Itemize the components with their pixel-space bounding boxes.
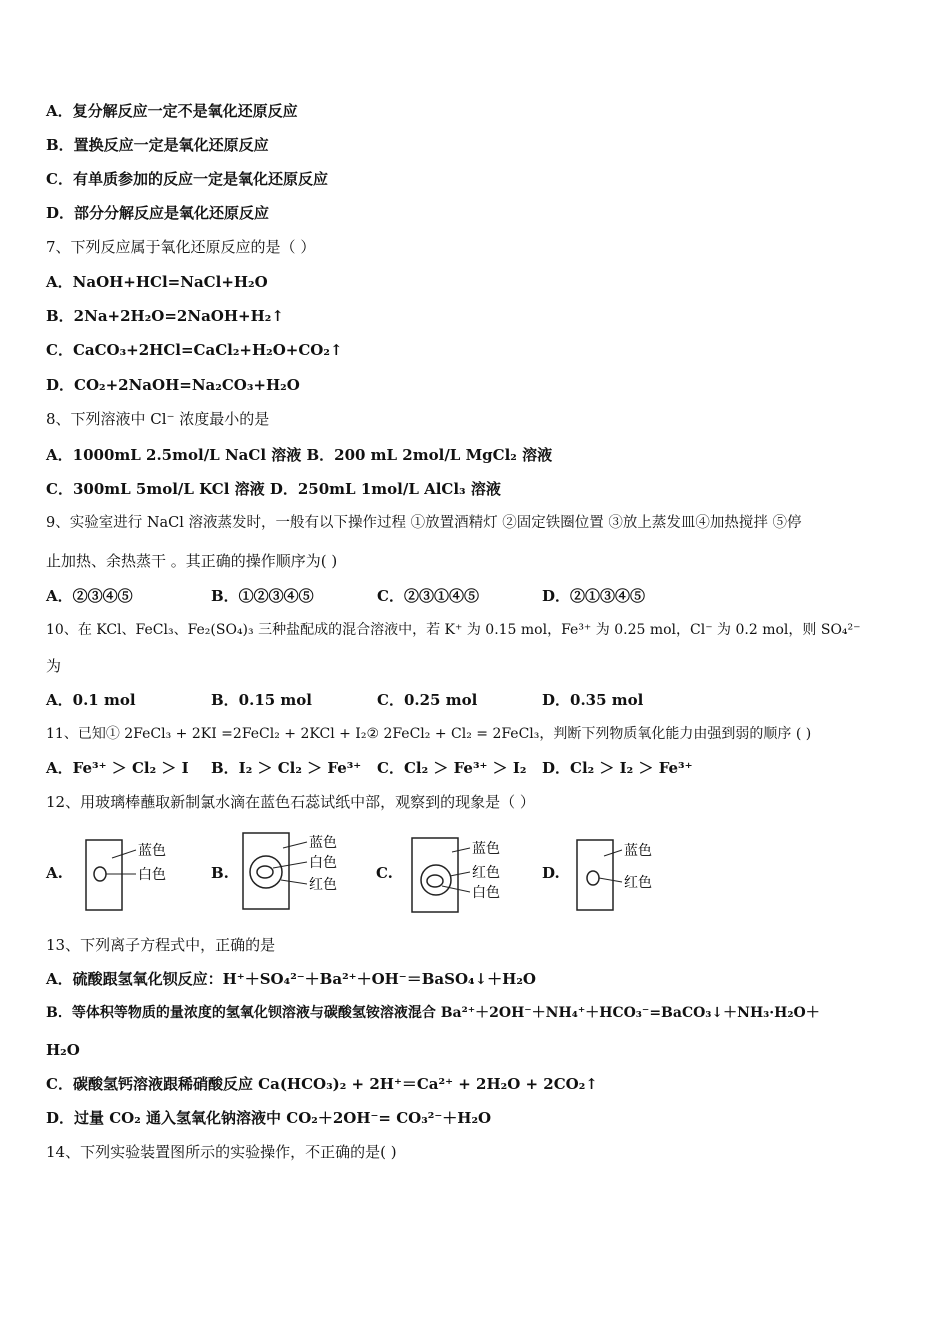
- q7-option-d: D．CO₂+2NaOH=Na₂CO₃+H₂O: [46, 376, 300, 394]
- fig-c-label-2: 红色: [472, 865, 500, 881]
- q12-figure-b: [241, 828, 361, 918]
- fig-b-label-1: 蓝色: [309, 835, 337, 851]
- q11-option-c: C．Cl₂ ＞ Fe³⁺ ＞ I₂: [377, 759, 527, 777]
- leader-line: [273, 862, 307, 868]
- leader-line: [599, 878, 622, 882]
- fig-d-label-2: 红色: [624, 875, 652, 891]
- inner-spot-c: [427, 875, 443, 887]
- q12-stem: 12、用玻璃棒蘸取新制氯水滴在蓝色石蕊试纸中部，观察到的现象是（ ）: [46, 793, 535, 811]
- test-paper-b-diagram: [241, 828, 361, 918]
- drop-spot-a: [94, 867, 106, 881]
- fig-a-label-1: 蓝色: [138, 843, 166, 859]
- q12-figure-d: [574, 828, 684, 918]
- q10-stem-line2: 为: [46, 657, 62, 675]
- test-paper-c-diagram: [410, 828, 530, 918]
- q6-option-d: D．部分分解反应是氧化还原反应: [46, 204, 270, 222]
- test-paper-a: [86, 840, 122, 910]
- test-paper-d-diagram: [574, 828, 684, 918]
- q6-option-a: A．复分解反应一定不是氧化还原反应: [46, 102, 298, 120]
- q9-option-d: D．②①③④⑤: [542, 587, 646, 605]
- outer-ring-b: [250, 856, 282, 888]
- q11-option-d: D．Cl₂ ＞ I₂ ＞ Fe³⁺: [542, 759, 693, 777]
- q11-stem: 11、已知① 2FeCl₃ + 2KI =2FeCl₂ + 2KCl + I₂② 2FeCl₂ + Cl₂ = 2FeCl₃，判断下列物质氧化能力由强到弱的顺序 ( ): [46, 726, 812, 742]
- leader-line: [283, 842, 307, 848]
- q10-option-a: A．0.1 mol: [46, 691, 136, 709]
- q11-option-b: B．I₂ ＞ Cl₂ ＞ Fe³⁺: [211, 759, 362, 777]
- q8-stem: 8、下列溶液中 Cl⁻ 浓度最小的是: [46, 410, 270, 428]
- q6-option-b: B．置换反应一定是氧化还原反应: [46, 136, 269, 154]
- q10-stem-line1: 10、在 KCl、FeCl₃、Fe₂(SO₄)₃ 三种盐配成的混合溶液中，若 K⁺ 为 0.15 mol，Fe³⁺ 为 0.25 mol，Cl⁻ 为 0.2 mol，则 SO₄²⁻: [46, 622, 861, 638]
- q6-option-c: C．有单质参加的反应一定是氧化还原反应: [46, 170, 328, 188]
- q12-label-c: C.: [376, 864, 393, 882]
- q10-option-d: D．0.35 mol: [542, 691, 644, 709]
- q12-figure-c: [410, 828, 530, 918]
- q13-option-d: D．过量 CO₂ 通入氢氧化钠溶液中 CO₂＋2OH⁻= CO₃²⁻＋H₂O: [46, 1109, 492, 1127]
- leader-line: [450, 872, 470, 876]
- q9-option-b: B．①②③④⑤: [211, 587, 314, 605]
- q12-label-a: A.: [46, 864, 63, 882]
- q13-option-b-line1: B．等体积等物质的量浓度的氢氧化钡溶液与碳酸氢铵溶液混合 Ba²⁺＋2OH⁻＋NH₄⁺＋HCO₃⁻=BaCO₃↓＋NH₃·H₂O＋: [46, 1005, 820, 1021]
- q7-option-b: B．2Na+2H₂O=2NaOH+H₂↑: [46, 307, 284, 325]
- q13-option-b-line2: H₂O: [46, 1041, 80, 1059]
- test-paper-d: [577, 840, 613, 910]
- q9-stem-line1: 9、实验室进行 NaCl 溶液蒸发时，一般有以下操作过程 ①放置酒精灯 ②固定铁圈位置 ③放上蒸发皿④加热搅拌 ⑤停: [46, 515, 802, 531]
- fig-b-label-2: 白色: [309, 855, 337, 871]
- fig-c-label-1: 蓝色: [472, 841, 500, 857]
- q12-figure-a: [84, 828, 184, 918]
- fig-c-label-3: 白色: [472, 885, 500, 901]
- inner-spot-b: [257, 866, 273, 878]
- q12-figure-row: [46, 828, 746, 918]
- q9-option-c: C．②③①④⑤: [377, 587, 479, 605]
- q12-label-b: B.: [211, 864, 229, 882]
- q12-label-d: D.: [542, 864, 560, 882]
- q8-options-cd: C．300mL 5mol/L KCl 溶液 D．250mL 1mol/L AlCl₃ 溶液: [46, 480, 501, 498]
- q10-option-b: B．0.15 mol: [211, 691, 313, 709]
- q9-stem-line2: 止加热、余热蒸干 。其正确的操作顺序为( ): [46, 552, 338, 570]
- q7-stem: 7、下列反应属于氧化还原反应的是（ ）: [46, 238, 316, 256]
- q7-option-c: C．CaCO₃+2HCl=CaCl₂+H₂O+CO₂↑: [46, 341, 343, 359]
- leader-line: [112, 850, 136, 858]
- leader-line: [281, 880, 307, 884]
- leader-line: [452, 848, 470, 852]
- q14-stem: 14、下列实验装置图所示的实验操作，不正确的是( ): [46, 1143, 397, 1161]
- q8-options-ab: A．1000mL 2.5mol/L NaCl 溶液 B．200 mL 2mol/L MgCl₂ 溶液: [46, 446, 553, 464]
- q11-option-a: A．Fe³⁺ ＞ Cl₂ ＞ I: [46, 759, 189, 777]
- outer-ring-c: [421, 865, 451, 895]
- q13-stem: 13、下列离子方程式中，正确的是: [46, 936, 276, 954]
- q7-option-a: A．NaOH+HCl=NaCl+H₂O: [46, 273, 268, 291]
- q13-option-c: C．碳酸氢钙溶液跟稀硝酸反应 Ca(HCO₃)₂ + 2H⁺＝Ca²⁺ + 2H₂O + 2CO₂↑: [46, 1075, 598, 1093]
- q10-option-c: C．0.25 mol: [377, 691, 478, 709]
- test-paper-a-diagram: [84, 828, 184, 918]
- q13-option-a: A．硫酸跟氢氧化钡反应：H⁺＋SO₄²⁻＋Ba²⁺＋OH⁻＝BaSO₄↓＋H₂O: [46, 970, 536, 988]
- fig-d-label-1: 蓝色: [624, 843, 652, 859]
- q9-option-a: A．②③④⑤: [46, 587, 133, 605]
- fig-b-label-3: 红色: [309, 877, 337, 893]
- drop-spot-d: [587, 871, 599, 885]
- fig-a-label-2: 白色: [138, 867, 166, 883]
